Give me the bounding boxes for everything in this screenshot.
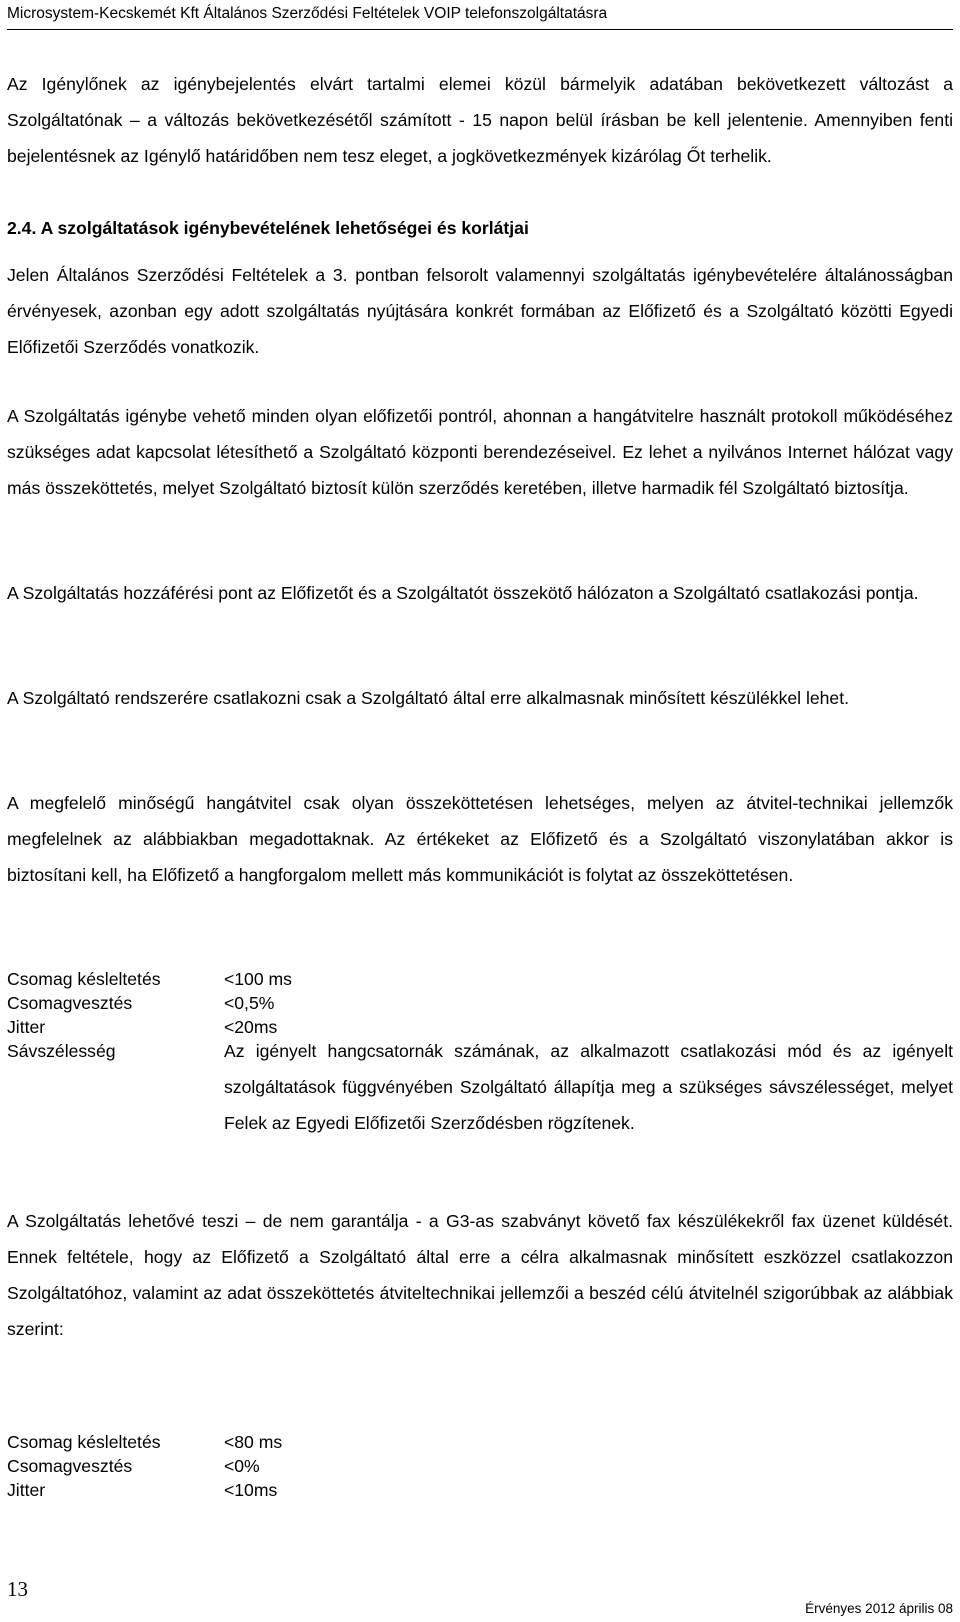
parameter-value: <20ms xyxy=(224,1017,278,1037)
parameter-row xyxy=(7,1478,953,1502)
parameter-value: <100 ms xyxy=(224,969,292,989)
parameter-row xyxy=(7,967,953,991)
paragraph-access: A Szolgáltatás igénybe vehető minden olyan előfizetői pontról, ahonnan a hangátvitelre használt protokoll működéséhez szükséges adat kapcsolat létesíthető a Szolgáltató központi berendezéseivel. Ez lehet a nyilvános Internet hálózat vagy más összeköttetés, melyet Szolgáltató biztosít külön szerződés keretében, illetve harmadik fél Szolgáltató biztosítja. xyxy=(7,406,953,498)
parameter-value: Az igényelt hangcsatornák számának, az alkalmazott csatlakozási mód és az igényelt szolgáltatások függvényében Szolgáltató állapítja meg a szükséges sávszélességet, melyet Felek az Egyedi Előfizetői Szerződésben rögzítenek. xyxy=(224,1041,953,1133)
parameter-row xyxy=(7,1430,953,1454)
section-heading: 2.4. A szolgáltatások igénybevételének lehetőségei és korlátjai xyxy=(7,218,529,238)
page-number: 13 xyxy=(7,1577,28,1601)
paragraph-quality: A megfelelő minőségű hangátvitel csak olyan összeköttetésen lehetséges, melyen az átvitel-technikai jellemzők megfelelnek az alábbiakban megadottaknak. Az értékeket az Előfizető és a Szolgáltató viszonylatában akkor is biztosítani kell, ha Előfizető a hangforgalom mellett más kommunikációt is folytat az összeköttetésen. xyxy=(7,793,953,885)
parameter-row xyxy=(7,1039,953,1147)
parameter-value: <0% xyxy=(224,1456,260,1476)
parameter-row xyxy=(7,1454,953,1478)
header-divider xyxy=(7,29,953,30)
parameter-value: <10ms xyxy=(224,1480,278,1500)
parameter-label: Csomagvesztés xyxy=(7,1456,133,1476)
parameter-label: Csomagvesztés xyxy=(7,993,133,1013)
paragraph-change-notification: Az Igénylőnek az igénybejelentés elvárt tartalmi elemei közül bármelyik adatában bekövetkezett változást a Szolgáltatónak – a változás bekövetkezésétől számított - 15 napon belül írásban be kell jelentenie. Amennyiben fenti bejelentésnek az Igénylő határidőben nem tesz eleget, a jogkövetkezmények kizárólag Őt terhelik. xyxy=(7,74,953,166)
parameter-label: Jitter xyxy=(7,1480,46,1500)
parameter-value: <0,5% xyxy=(224,993,275,1013)
paragraph-scope: Jelen Általános Szerződési Feltételek a 3. pontban felsorolt valamennyi szolgáltatás igénybevételére általánosságban érvényesek, azonban egy adott szolgáltatás nyújtására konkrét formában az Előfizető és a Szolgáltató közötti Egyedi Előfizetői Szerződés vonatkozik. xyxy=(7,265,953,357)
parameter-value: <80 ms xyxy=(224,1432,283,1452)
parameter-label: Csomag késleltetés xyxy=(7,969,161,989)
validity-date: Érvényes 2012 április 08 xyxy=(805,1601,953,1616)
voice-parameters-list xyxy=(7,967,953,1147)
parameter-label: Sávszélesség xyxy=(7,1041,116,1061)
paragraph-access-point: A Szolgáltatás hozzáférési pont az Előfizetőt és a Szolgáltatót összekötő hálózaton a Szolgáltató csatlakozási pontja. xyxy=(7,583,919,603)
fax-parameters-list xyxy=(7,1430,953,1502)
parameter-row xyxy=(7,991,953,1015)
parameter-label: Jitter xyxy=(7,1017,46,1037)
document-header: Microsystem-Kecskemét Kft Általános Szerződési Feltételek VOIP telefonszolgáltatásra xyxy=(7,5,608,22)
parameter-label: Csomag késleltetés xyxy=(7,1432,161,1452)
paragraph-fax: A Szolgáltatás lehetővé teszi – de nem garantálja - a G3-as szabványt követő fax készülékekről fax üzenet küldését. Ennek feltétele, hogy az Előfizető a Szolgáltató által erre a célra alkalmasnak minősített eszközzel csatlakozzon Szolgáltatóhoz, valamint az adat összeköttetés átviteltechnikai jellemzői a beszéd célú átvitelnél szigorúbbak az alábbiak szerint: xyxy=(7,1211,953,1339)
paragraph-devices: A Szolgáltató rendszerére csatlakozni csak a Szolgáltató által erre alkalmasnak minősített készülékkel lehet. xyxy=(7,688,849,708)
